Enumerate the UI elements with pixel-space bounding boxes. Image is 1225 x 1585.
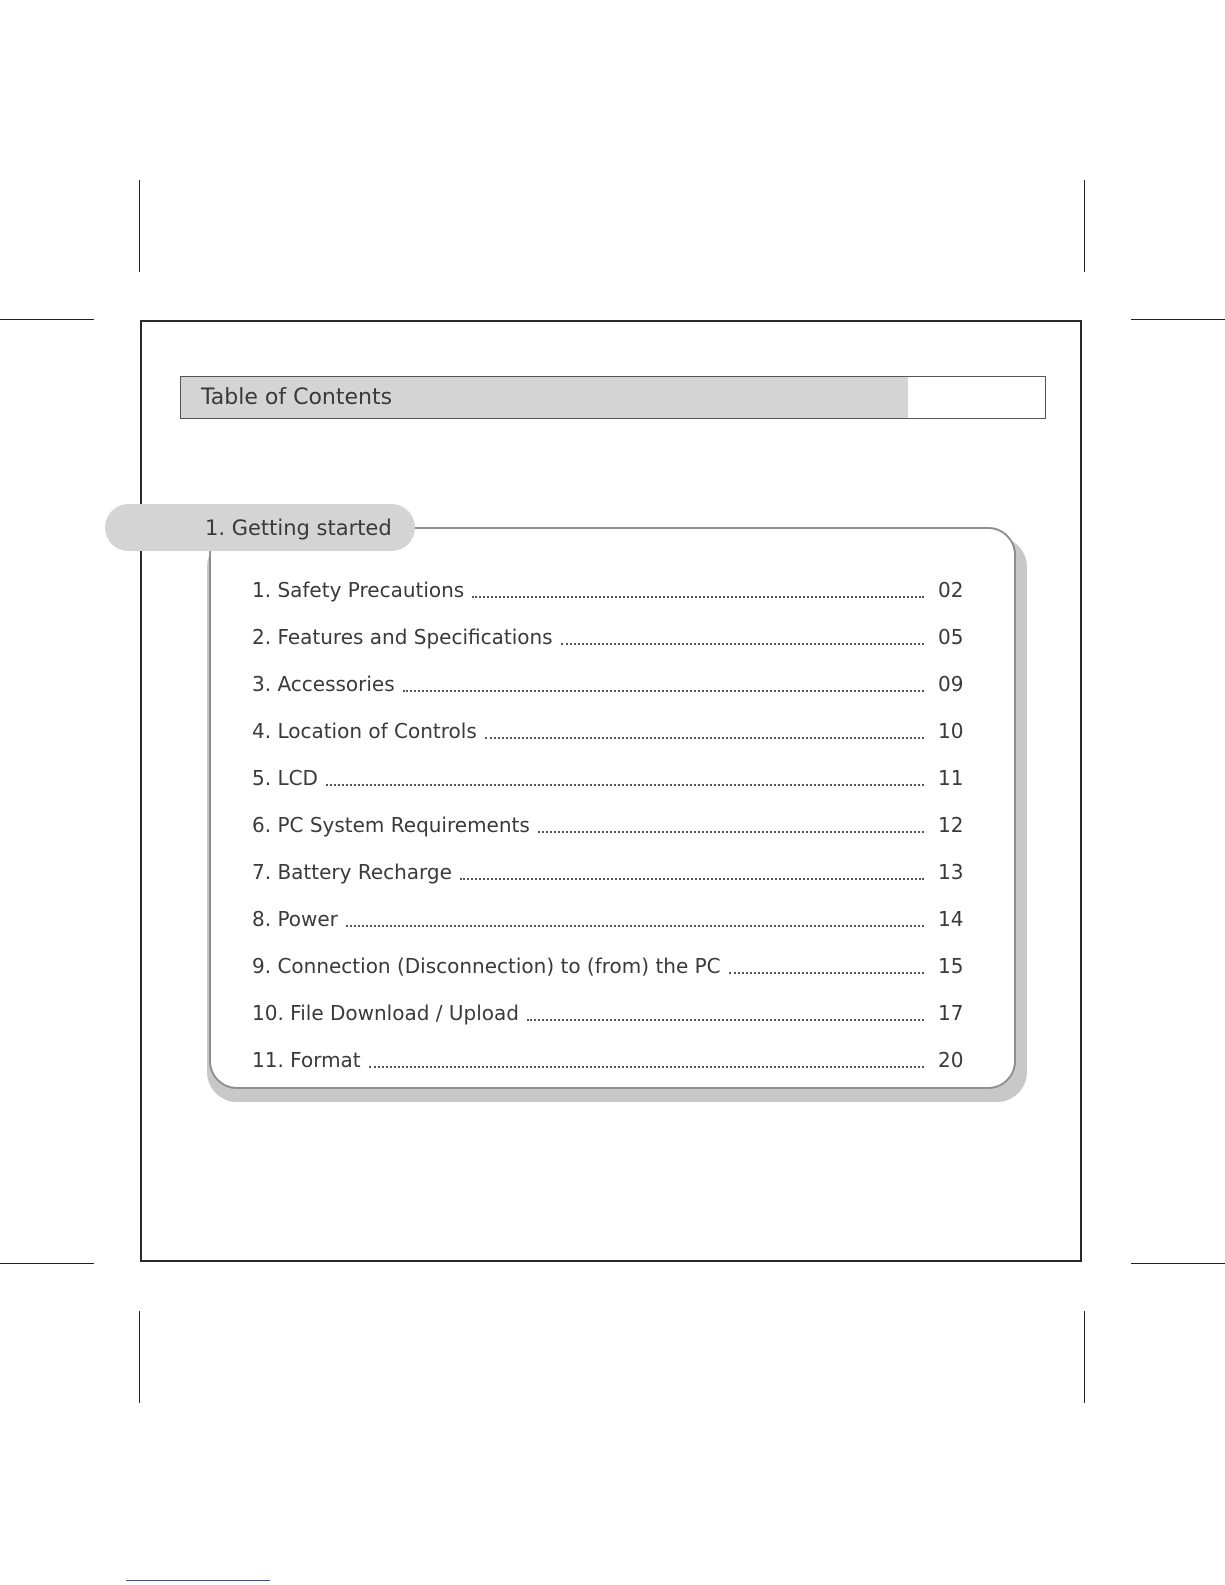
chapter-title: 1. Getting started — [105, 504, 415, 551]
toc-entry-connection-pc[interactable] — [252, 942, 972, 989]
crop-mark-right-top — [1131, 319, 1225, 320]
toc-entry-label: 4. Location of Controls — [252, 718, 477, 743]
toc-entry-file-download-upload[interactable] — [252, 989, 972, 1036]
toc-header-blank — [908, 377, 1045, 418]
toc-entry-page: 12 — [938, 812, 964, 837]
toc-entry-label: 1. Safety Precautions — [252, 577, 465, 602]
toc-entry-label: 6. PC System Requirements — [252, 812, 530, 837]
toc-leader-dots — [729, 972, 924, 974]
toc-leader-dots — [527, 1019, 924, 1021]
crop-mark-top-left — [139, 180, 140, 272]
toc-header-bar — [180, 376, 1046, 419]
toc-list — [252, 566, 972, 1083]
toc-leader-dots — [403, 690, 924, 692]
toc-entry-page: 05 — [938, 624, 964, 649]
crop-mark-bottom-left — [139, 1311, 140, 1403]
toc-entry-label: 7. Battery Recharge — [252, 859, 452, 884]
toc-entry-lcd[interactable] — [252, 754, 972, 801]
toc-leader-dots — [561, 643, 924, 645]
toc-entry-page: 15 — [938, 953, 964, 978]
toc-leader-dots — [346, 925, 924, 927]
toc-entry-page: 09 — [938, 671, 964, 696]
crop-mark-left-bottom — [0, 1263, 94, 1264]
toc-entry-label: 10. File Download / Upload — [252, 1000, 519, 1025]
toc-leader-dots — [538, 831, 924, 833]
page-title: Table of Contents — [181, 377, 908, 418]
toc-entry-label: 2. Features and Specifications — [252, 624, 553, 649]
toc-leader-dots — [485, 737, 924, 739]
toc-leader-dots — [369, 1066, 924, 1068]
toc-leader-dots — [326, 784, 924, 786]
toc-entry-format[interactable] — [252, 1036, 972, 1083]
crop-mark-top-right — [1084, 180, 1085, 272]
toc-entry-features-specifications[interactable] — [252, 613, 972, 660]
toc-entry-label: 9. Connection (Disconnection) to (from) the PC — [252, 953, 721, 978]
toc-entry-accessories[interactable] — [252, 660, 972, 707]
toc-entry-page: 17 — [938, 1000, 964, 1025]
toc-entry-power[interactable] — [252, 895, 972, 942]
toc-leader-dots — [460, 878, 924, 880]
toc-entry-location-of-controls[interactable] — [252, 707, 972, 754]
crop-mark-left-top — [0, 319, 94, 320]
footer-link-underline — [126, 1580, 270, 1581]
toc-entry-battery-recharge[interactable] — [252, 848, 972, 895]
crop-mark-right-bottom — [1131, 1263, 1225, 1264]
toc-entry-page: 20 — [938, 1047, 964, 1072]
toc-entry-safety-precautions[interactable] — [252, 566, 972, 613]
toc-entry-label: 11. Format — [252, 1047, 361, 1072]
toc-entry-page: 14 — [938, 906, 964, 931]
toc-entry-pc-system-requirements[interactable] — [252, 801, 972, 848]
toc-entry-page: 02 — [938, 577, 964, 602]
toc-entry-page: 13 — [938, 859, 964, 884]
toc-entry-label: 8. Power — [252, 906, 338, 931]
toc-entry-page: 11 — [938, 765, 964, 790]
toc-leader-dots — [472, 596, 924, 598]
toc-entry-label: 5. LCD — [252, 765, 318, 790]
toc-entry-label: 3. Accessories — [252, 671, 395, 696]
toc-entry-page: 10 — [938, 718, 964, 743]
crop-mark-bottom-right — [1084, 1311, 1085, 1403]
